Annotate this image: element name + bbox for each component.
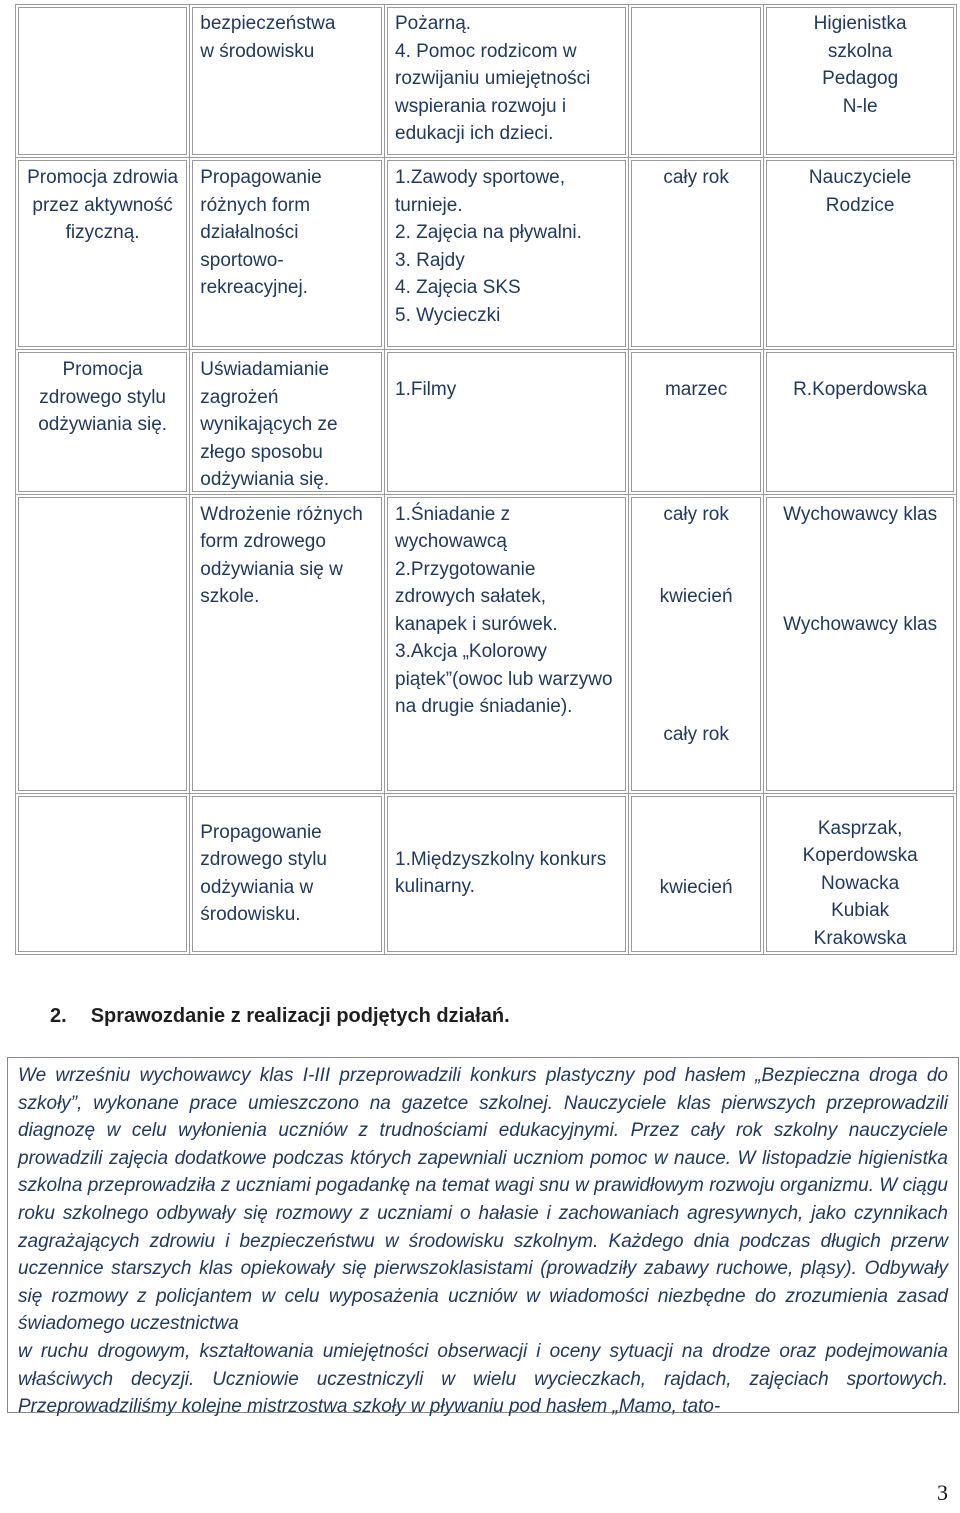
- method-text: 1.Zawody sportowe, turnieje. 2. Zajęcia na pływalni. 3. Rajdy 4. Zajęcia SKS 5. Wycieczki: [395, 167, 582, 326]
- responsible-text: Kasprzak, Koperdowska Nowacka Kubiak Krakowska: [802, 817, 918, 949]
- task-text: Propagowanie różnych form działalności sportowo-rekreacyjnej.: [200, 167, 322, 298]
- table-cell: [16, 5, 190, 158]
- goal-text: [16, 5, 189, 10]
- page-number: 3: [937, 1480, 948, 1505]
- table-cell: [190, 350, 385, 495]
- table-cell: [190, 793, 385, 954]
- responsible-text: Wychowawcy klas: [783, 503, 938, 525]
- table-cell: [385, 350, 629, 495]
- table-cell: [764, 158, 957, 350]
- table-cell: [385, 158, 629, 350]
- task-text: bezpieczeństwa w środowisku: [200, 13, 336, 62]
- responsible-text: Higienistka szkolna Pedagog N-le: [813, 13, 907, 117]
- term-text: cały rok: [663, 167, 729, 188]
- responsible-text: R.Koperdowska: [793, 379, 928, 400]
- goal-text: [16, 794, 189, 819]
- table-row: [16, 494, 957, 793]
- table-cell: [628, 793, 763, 954]
- term-text: cały rok: [663, 503, 729, 525]
- method-text: Pożarną. 4. Pomoc rodzicom w rozwijaniu umiejętności wspierania rozwoju i edukacji ich dzieci.: [395, 13, 591, 144]
- task-text: Propagowanie zdrowego stylu odżywiania w środowisku.: [200, 821, 327, 925]
- table-cell: [16, 793, 190, 954]
- goal-text: [16, 495, 189, 501]
- table-cell: [764, 350, 957, 495]
- method-text: 1.Filmy: [395, 379, 457, 400]
- table-cell: [628, 494, 763, 793]
- responsible-list: [764, 495, 956, 781]
- section-number: 2.: [50, 1005, 67, 1027]
- report-paragraph: We wrześniu wychowawcy klas I-III przeprowadzili konkurs plastyczny pod hasłem „Bezpieczna droga do szkoły”, wykonane prace umieszczono na gazetce szkolnej. Nauczyciele klas pierwszych przeprowadzili diagnozę w celu wyłonienia uczniów z trudnościami edukacyjnymi. Przez cały rok szkolny nauczyciele prowadzili zajęcia dodatkowe podczas których zapewniali uczniom pomoc w nauce. W listopadzie higienistka szkolna przeprowadziła z uczniami pogadankę na temat wagi snu w prawidłowym rozwoju organizmu. W ciągu roku szkolnego odbywały się rozmowy z uczniami o hałasie i zachowaniach agresywnych, jako czynnikach zagrażających zdrowiu i bezpieczeństwu w środowisku szkolnym. Każdego dnia podczas długich przerw uczennice starszych klas opiekowały się pierwszoklasistami (prowadziły zabawy ruchowe, pląsy). Odbywały się rozmowy z policjantem w celu wyposażenia uczniów w wiadomości niezbędne do zrozumienia zasad świadomego uczestnictwa w ruchu drogowym, kształtowania umiejętności obserwacji i oceny sytuacji na drodze oraz podejmowania właściwych decyzji. Uczniowie uczestniczyli w wielu wycieczkach, rajdach, zajęciach sportowych. Przeprowadziliśmy kolejne mistrzostwa szkoły w pływaniu pod hasłem „Mamo, tato-: [7, 1057, 959, 1413]
- task-text: Wdrożenie różnych form zdrowego odżywiania się w szkole.: [200, 503, 363, 607]
- table-cell: [190, 158, 385, 350]
- table-cell: [764, 494, 957, 793]
- table-cell: [16, 494, 190, 793]
- term-text: kwiecień: [659, 585, 733, 607]
- goal-text: Promocja zdrowia przez aktywność fizyczną.: [27, 167, 179, 243]
- table-cell: [385, 793, 629, 954]
- table-cell: [385, 494, 629, 793]
- section-title: Sprawozdanie z realizacji podjętych działań.: [90, 1005, 510, 1027]
- table-row: [16, 793, 957, 954]
- table-row: [16, 158, 957, 350]
- term-list: [629, 495, 763, 781]
- table-cell: [16, 158, 190, 350]
- table-cell: [190, 494, 385, 793]
- table-cell: [764, 793, 957, 954]
- table-cell: [628, 350, 763, 495]
- table-cell: [628, 5, 763, 158]
- table-cell: [764, 5, 957, 158]
- task-text: Uświadamianie zagrożeń wynikających ze złego sposobu odżywiania się.: [200, 359, 338, 490]
- term-text: kwiecień: [659, 876, 733, 898]
- goal-text: Promocja zdrowego stylu odżywiania się.: [38, 359, 168, 435]
- term-text: marzec: [664, 379, 728, 400]
- table-cell: [385, 5, 629, 158]
- activities-table: [15, 4, 957, 955]
- table-row: [16, 350, 957, 495]
- method-text: 1.Międzyszkolny konkurs kulinarny.: [395, 848, 607, 897]
- method-text: 1.Śniadanie z wychowawcą 2.Przygotowanie zdrowych sałatek, kanapek i surówek. 3.Akcja „Kolorowy piątek”(owoc lub warzywo na drugie śniadanie).: [395, 503, 613, 717]
- term-text: cały rok: [663, 723, 729, 745]
- table-cell: [190, 5, 385, 158]
- table-row: [16, 5, 957, 158]
- responsible-text: Wychowawcy klas: [783, 613, 938, 635]
- term-text: [629, 5, 763, 10]
- table-cell: [16, 350, 190, 495]
- responsible-text: Nauczyciele Rodzice: [808, 167, 912, 216]
- section-heading: [50, 1005, 534, 1028]
- table-cell: [628, 158, 763, 350]
